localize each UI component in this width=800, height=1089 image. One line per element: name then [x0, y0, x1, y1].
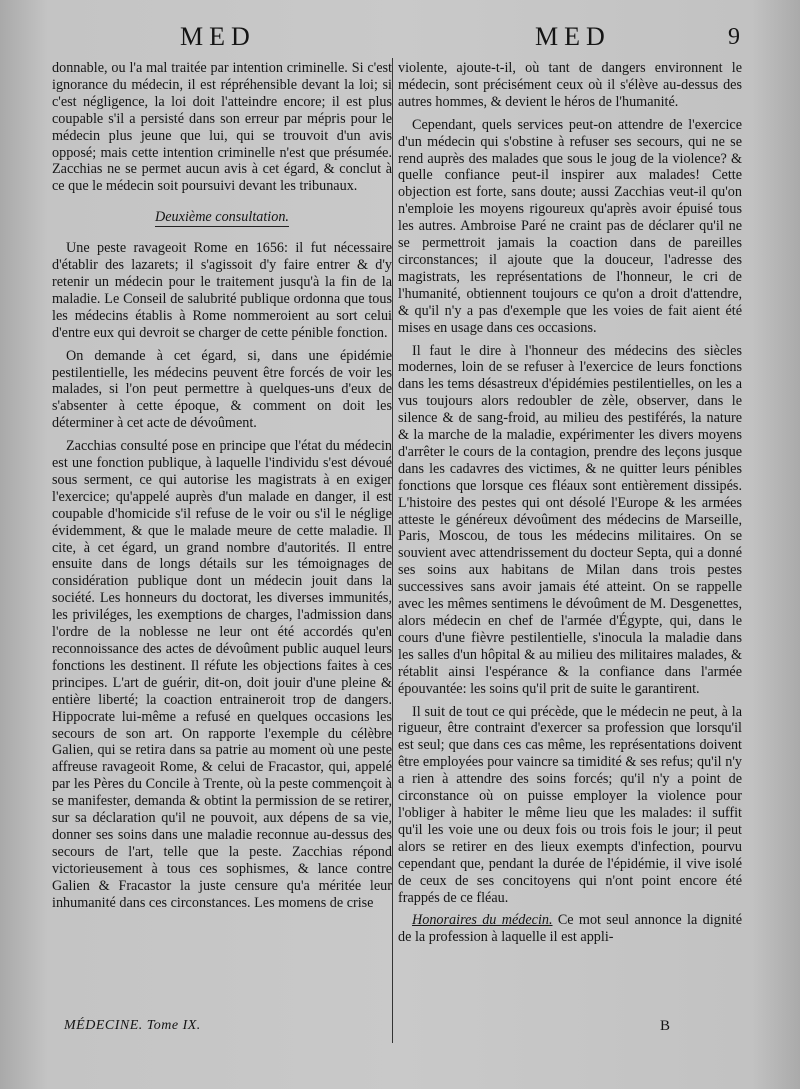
page-footer	[0, 1018, 800, 1042]
right-paragraph-4: Il suit de tout ce qui précède, que le médecin ne peut, à la rigueur, être contraint d'exercer sa profession que lorsqu'il est seul; que dans ces cas même, les représentations doivent être employées pour vaincre sa timidité & ses refus; qu'il n'y a rien à attendre des soins forcés; qu'il n'y a point de circonstance où on puisse employer la violence pour l'obliger à habiter le même lieu que les malades: il suffit qu'il les voie une ou deux fois ou trois fois le jour; il peut alors se retirer en des lieux exempts d'infection, pourvu cependant que, pendant la durée de l'épidémie, il vive isolé de ceux de ses concitoyens qui n'ont point encore été frappés de ce fléau.	[398, 703, 742, 906]
section-heading-text: Deuxième consultation.	[155, 209, 289, 226]
header-right-title: MED	[535, 22, 611, 51]
left-column	[52, 60, 392, 918]
left-paragraph-3: On demande à cet égard, si, dans une épidémie pestilentielle, les médecins peuvent être forcés de voir les malades, si l'on peut permettre à quelques-uns d'eux de s'absenter à cette époque, & comment on doit les déterminer à cet acte de dévoûment.	[52, 347, 392, 432]
left-paragraph-4: Zacchias consulté pose en principe que l'état du médecin est une fonction publique, à laquelle l'individu s'est dévoué sous serment, ce qui autorise les magistrats à en exiger l'exercice; qu'appelé auprès d'un malade en danger, il est coupable d'homicide s'il refuse de le voir ou s'il le néglige évidemment, & que le malade meure de cette maladie. Il cite, à cet égard, un grand nombre d'autorités. Il entre ensuite dans de longs détails sur les témoignages de considération publique dont un médecin jouit dans la société. Les honneurs du doctorat, les diverses immunités, les priviléges, les exemptions de charges, l'admission dans l'ordre de la noblesse ne leur ont été accordés qu'en reconnoissance des actes de dévoûment public auquel leurs fonctions les destinent. Il réfute les objections faites à ces principes. L'art de guérir, dit-on, doit jouir d'une pleine & entière liberté; la coaction entraineroit trop de dangers. Hippocrate lui-même a refusé en quelques occasions les secours de son art. On rapporte l'exemple du célèbre Galien, qui se retira dans sa patrie au moment où une peste affreuse ravageoit Rome, & celui de Fracastor, qui, appelé par les Pères du Concile à Trente, où la peste commençoit à se manifester, demanda & obtint la permission de se retirer, sur sa déclaration qu'il ne pouvoit, aux dépens de sa vie, donner ses soins dans une maladie reconnue au-dessus des secours de l'art, telle que la peste. Zacchias répond victorieusement à tous ces sophismes, & lance contre Galien & Fracastor la juste censure qu'a méritée leur inhumanité dans ces circonstances. Les momens de crise	[52, 438, 392, 911]
subsection-heading: Honoraires du médecin.	[412, 912, 553, 929]
right-column	[398, 60, 742, 952]
right-paragraph-2: Cependant, quels services peut-on attendre de l'exercice d'un médecin qui s'obstine à refuser ses secours, qui ne se rend auprès des malades que sous le joug de la violence? & quelle confiance peut-il inspirer aux malades! Cette objection est forte, sans doute; aussi Zacchias veut-il qu'on n'emploie les moyens rigoureux qu'après avoir épuisé tous les autres. Ambroise Paré ne craint pas de déclarer qu'il ne se permettroit jamais la coaction dans de pareilles circonstances; il ajoute que la douceur, l'adresse des magistrats, les représentations de l'honneur, le cri de l'humanité, obtiennent toujours ce qu'on a droit d'attendre, & qu'il n'y a pas d'exemple que les voies de fait aient été mises en usage dans ces occasions.	[398, 116, 742, 336]
right-paragraph-5-text: Ce mot seul annonce la dignité de la profession à laquelle il est appli-	[398, 912, 742, 946]
right-paragraph-1: violente, ajoute-t-il, où tant de dangers environnent le médecin, sont précisément ceux où il s'élève au-dessus des autres hommes, & devient le héros de l'humanité.	[398, 60, 742, 110]
left-paragraph-1: donnable, ou l'a mal traitée par intention criminelle. Si c'est ignorance du médecin, il est répréhensible devant la loi; si c'est négligence, la loi doit l'atteindre encore; il est plus coupable s'il a persisté dans son erreur par mépris pour le médecin plus jeune que lui, qui se trouvoit d'un avis opposé; mais cette intention criminelle n'est que présumée. Zacchias ne se permet aucun avis à cet égard, & conclut à ce que le médecin soit poursuivi devant les tribunaux.	[52, 60, 392, 195]
header-left-title: MED	[180, 22, 256, 51]
page-header	[0, 22, 800, 56]
left-paragraph-2: Une peste ravageoit Rome en 1656: il fut nécessaire d'établir des lazarets; il s'agissoit d'y faire entrer & d'y retenir un médecin pour le traitement jusqu'à la fin de la maladie. Le Conseil de salubrité publique ordonna que tous les médecins établis à Rome nommeroient au sort celui d'entre eux qui devroit se charger de cette pénible fonction.	[52, 240, 392, 341]
column-divider	[392, 58, 393, 1043]
right-paragraph-5	[398, 912, 742, 946]
page-number: 9	[728, 24, 740, 50]
running-title: MÉDECINE. Tome IX.	[64, 1018, 201, 1033]
signature-mark: B	[660, 1018, 671, 1034]
section-heading	[52, 209, 392, 226]
right-paragraph-3: Il faut le dire à l'honneur des médecins des siècles modernes, loin de se refuser à l'exercice de leurs fonctions dans les tems désastreux d'épidémies pestilentielles, on les a vus toujours alors redoubler de zèle, observer, dans le silence & de sang-froid, au milieu des pestiférés, la nature & la marche de la maladie, expérimenter les divers moyens d'arrêter le cours de la contagion, prendre des leçons jusque dans les cadavres des victimes, & ne quitter leurs pénibles fonctions que lorsque ces fléaux sont entièrement dissipés. L'histoire des pestes qui ont désolé l'Europe & les armées atteste le généreux dévoûment des médecins de Marseille, Paris, Moscou, de tous les médecins militaires. On se souvient avec attendrissement du docteur Septa, qui a donné ses soins aux habitans de Milan dans trois pestes successives sans avoir jamais été atteint. On se rappelle avec les mêmes sentimens le dévoûment de M. Desgenettes, alors médecin en chef de l'armée d'Égypte, qui, dans le cours d'une fièvre pestilentielle, s'inocula la maladie dans les salles d'un hôpital & au milieu des militaires malades, & rétablit ainsi l'espérance & la confiance dans l'armée épouvantée: les soins qu'il prit de suite le garantirent.	[398, 342, 742, 697]
